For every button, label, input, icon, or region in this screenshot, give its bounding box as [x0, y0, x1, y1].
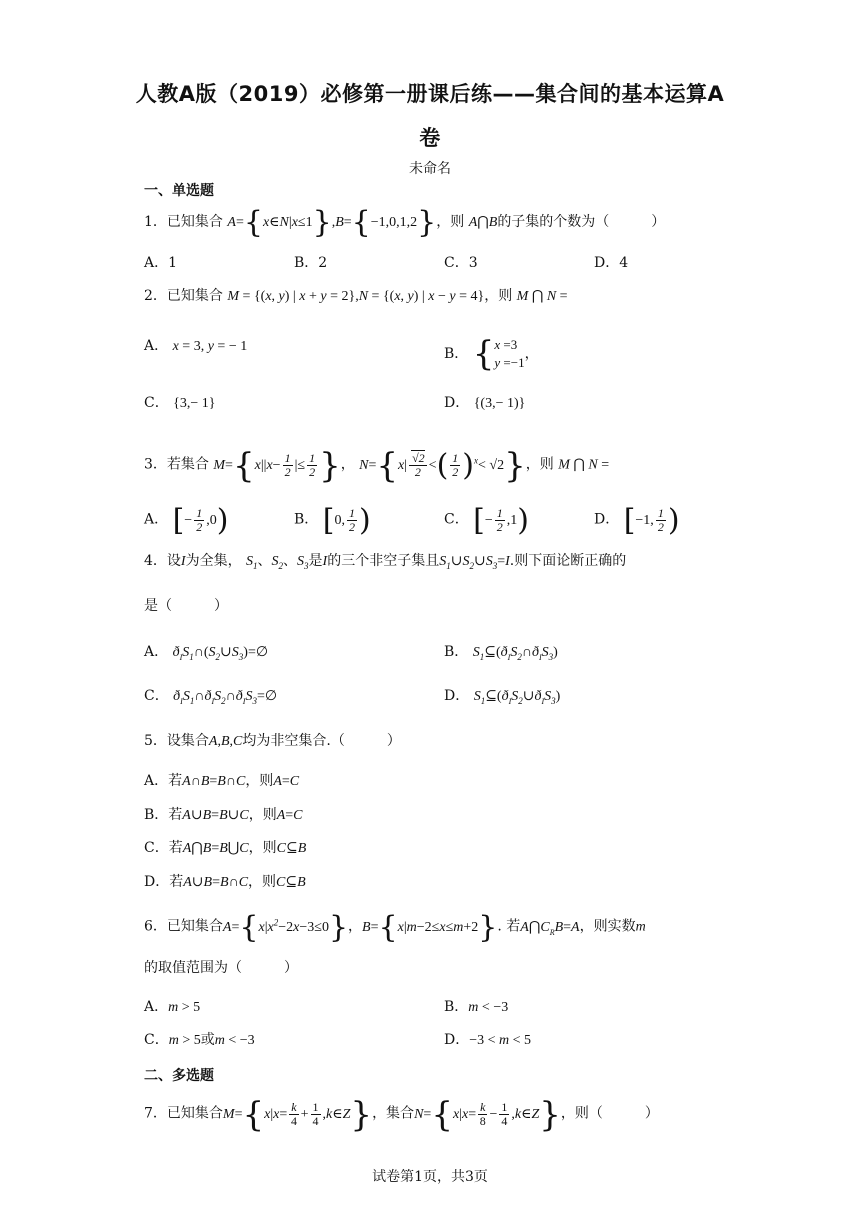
q2-option-b[interactable]: B． { x =3 y =−1 ，	[444, 334, 539, 374]
q5-option-a[interactable]: A．若A∩B=B∩C，则A=C	[144, 773, 300, 789]
q1-option-d[interactable]: D．4	[594, 255, 629, 271]
q4-option-b[interactable]: B． $S_1⊆(ð_IS_2\cap ð_IS_3)$	[444, 644, 558, 662]
q2-option-d[interactable]: D． {(3,− 1)}	[444, 395, 526, 411]
q2-option-a[interactable]: A． x = 3, y = − 1	[144, 338, 248, 354]
q3-formula-m: M={x||x− $\frac{1}{2}$ |≤ $\frac{1}{2}$ }	[213, 445, 341, 486]
q3-option-a[interactable]: A． [− $\frac{1}{2}$ ,0)	[144, 502, 229, 538]
question-2: 2．已知集合 M = {(x, y) | x + y = 2},N = {(x, y) | x − y = 4}，则 M ⋂ N =	[144, 288, 568, 304]
question-6-line1: 6．已知集合$A=\{x|x^2-2x-3\le 0\}$，B={x|m−2≤x≤m+2}. 若$A⋂C_RB=A$，则实数m	[144, 909, 646, 945]
q1-formula: A={x∈N|x≤1},B={−1,0,1,2}	[227, 204, 437, 240]
q1-option-b[interactable]: B．2	[294, 255, 328, 271]
question-4-line1: 4．设I为全集， $S_1$、$S_2$、$S_3$是I的三个非空子集且$S_1\cup S_2\cup S_3=I$.则下面论断正确的	[144, 553, 627, 571]
question-6-line2: 的取值范围为（ ）	[144, 960, 298, 976]
page-footer: 试卷第1页，共3页	[372, 1169, 488, 1185]
question-3: 3．若集合 M={x||x− $\frac{1}{2}$ |≤ $\frac{1}{2}$ }， N={x| $\frac{√2}{2}$ <( $\frac{1}{2}$ )$^x$< √2}，则 M ⋂ N =	[144, 445, 610, 486]
q1-option-c[interactable]: C．3	[444, 255, 478, 271]
question-7: 7．已知集合M={x|x= $\frac{k}{4}$ + $\frac{1}{4}$ ,k∈Z}，集合N={x|x= $\frac{k}{8}$ − $\frac{1}{4}$ ,k∈Z}，则（ ）	[144, 1094, 659, 1135]
section-multiple-choice: 二、多选题	[144, 1068, 214, 1084]
exam-title-line2: 卷	[419, 126, 441, 150]
q5-option-d[interactable]: D．若A∪B=B∩C，则C⊆B	[144, 874, 306, 890]
q1-option-a[interactable]: A．1	[144, 255, 178, 271]
q3-option-c[interactable]: C． [− $\frac{1}{2}$ ,1)	[444, 502, 530, 538]
q4-option-a[interactable]: A． $ð_IS_1\cap(S_2\cup S_3)=\emptyset$	[144, 644, 269, 662]
question-5: 5．设集合A,B,C均为非空集合.（ ）	[144, 733, 401, 749]
q5-option-b[interactable]: B．若A∪B=B∪C，则A=C	[144, 807, 303, 823]
q6-option-c[interactable]: C．m > 5或m < −3	[144, 1032, 255, 1048]
q2-formula: M = {(x, y) | x + y = 2},N = {(x, y) | x − y = 4}	[227, 289, 485, 304]
q6-option-b[interactable]: B．m < −3	[444, 999, 509, 1015]
q3-formula-n: N={x| $\frac{√2}{2}$ <( $\frac{1}{2}$ )$^x$< √2}	[359, 445, 526, 486]
question-4-line2: 是（ ）	[144, 598, 228, 614]
q5-option-c[interactable]: C．若A⋂B=B⋃C，则C⊆B	[144, 840, 307, 856]
q4-option-c[interactable]: C． $ð_IS_1\cap ð_IS_2\cap ð_IS_3=\emptyset$	[144, 688, 278, 706]
q6-option-a[interactable]: A．m > 5	[144, 999, 201, 1015]
section-single-choice: 一、单选题	[144, 183, 214, 199]
q6-option-d[interactable]: D．−3 < m < 5	[444, 1032, 532, 1048]
exam-title-line1: 人教A版（2019）必修第一册课后练——集合间的基本运算A	[135, 82, 725, 106]
author-label: 未命名	[409, 161, 451, 177]
question-1: 1．已知集合 A={x∈N|x≤1},B={−1,0,1,2}，则 A⋂B的子集的个数为（ ）	[144, 204, 666, 240]
q2-option-c[interactable]: C． {3,− 1}	[144, 395, 216, 411]
q3-option-d[interactable]: D． [−1, $\frac{1}{2}$ )	[594, 502, 680, 538]
q3-option-b[interactable]: B． [0, $\frac{1}{2}$ )	[294, 502, 371, 538]
q4-option-d[interactable]: D． $S_1⊆(ð_IS_2\cup ð_IS_3)$	[444, 688, 561, 706]
